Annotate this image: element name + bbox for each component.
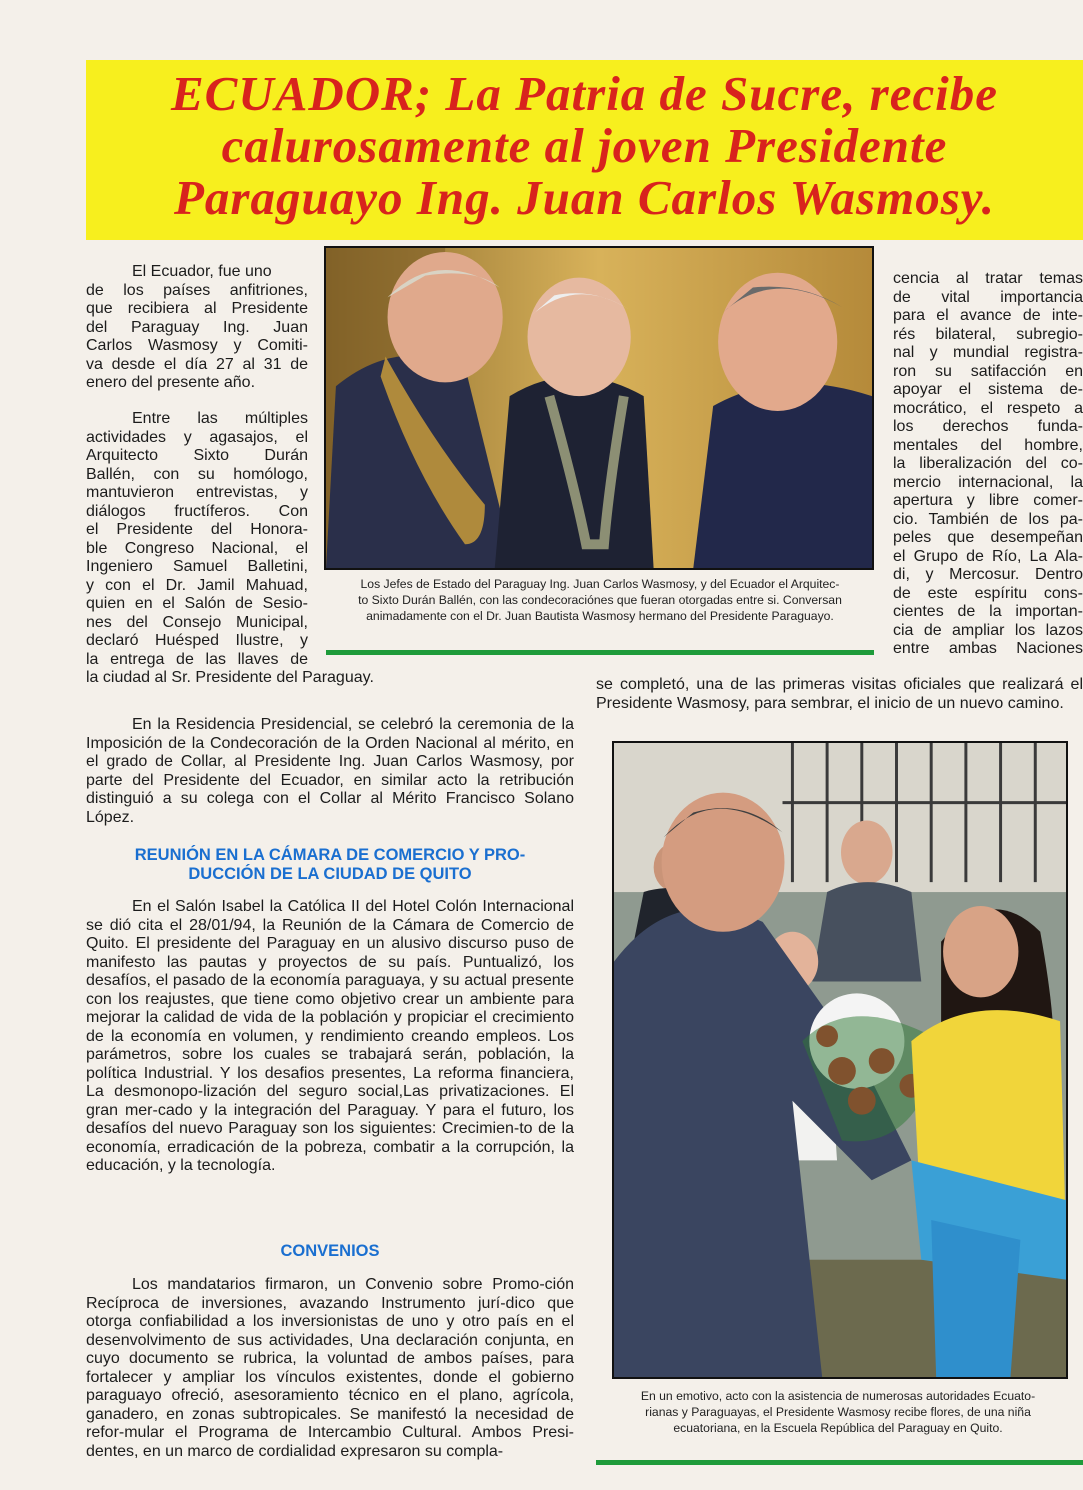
photo-flowers (612, 741, 1068, 1379)
section-heading-chamber-line-2: DUCCIÓN DE LA CIUDAD DE QUITO (188, 865, 472, 883)
caption-flowers-line-1: En un emotivo, acto con la asistencia de numerosas autoridades Ecuato- (640, 1389, 1036, 1403)
right-line: nal y mundial registra- (893, 344, 1083, 361)
caption-presidents (300, 576, 900, 624)
activities-line: mantuvieron entrevistas, y (86, 484, 308, 501)
section-heading-chamber-line-1: REUNIÓN EN LA CÁMARA DE COMERCIO Y PRO- (134, 846, 526, 864)
right-line: rés bilateral, subregio- (893, 325, 1083, 343)
right-column (893, 270, 1083, 659)
right-line: entre ambas Naciones (893, 640, 1083, 657)
activities-line: declaró Huésped Ilustre, y (86, 632, 308, 649)
right-line: la liberalización del co- (893, 455, 1083, 472)
intro-line: va desde el día 27 al 31 de (86, 355, 308, 373)
caption-presidents-line-1: Los Jefes de Estado del Paraguay Ing. Juan Carlos Wasmosy, y del Ecuador el Arquitec- (360, 577, 840, 591)
activities-paragraph (86, 410, 374, 688)
activities-line: la entrega de las llaves de (86, 650, 308, 668)
right-line: mentales del hombre, (893, 436, 1083, 454)
right-line: de este espíritu cons- (893, 584, 1083, 602)
photo-presidents (324, 246, 874, 570)
right-line: mocrático, el respeto a (893, 399, 1083, 417)
photo-presidents-image (326, 248, 872, 568)
intro-paragraph (86, 263, 308, 393)
right-line: cientes de la importan- (893, 603, 1083, 620)
caption-flowers (600, 1388, 1076, 1436)
activities-line: y con el Dr. Jamil Mahuad, (86, 576, 308, 594)
chamber-paragraph: En el Salón Isabel la Católica II del Hotel Colón Internacional se dió cita el 28/01/94, la Reunión de la Cámara de Comercio de Quito. El presidente del Paraguay en un alusivo discurso puso de manifesto las pautas y proyectos de su país. Puntualizó, los desafíos, el pasado de la economía paraguaya, y su actual presente con los reajustes, que tiene como objetivo crear un ambiente para mejorar la calidad de vida de la población y propiciar el crecimiento de la economía en volumen, y rendimiento creando empleos. Los parámetros, sobre los cuales se trabajará serán, población, la política Industrial. Y los desafios presentes, La reforma financiera, La desmonopo-lización del seguro social,Las privatizaciones. El gran mer-cado y la integración del Paraguay. Y para el futuro, los desafíos del nuevo Paraguay son los siguientes: Crecimien-to de la economía, erradicación de la pobreza, combatir a la corrupción, la educación, y la tecnología. (86, 898, 574, 1174)
caption-presidents-line-2: to Sixto Durán Ballén, con las condecoraciónes que fueran otorgadas entre si. Conversan (358, 593, 842, 607)
caption-flowers-line-2: rianas y Paraguayas, el Presidente Wasmosy recibe flores, de una niña (645, 1405, 1031, 1419)
intro-line: El Ecuador, fue uno (132, 263, 272, 280)
residence-paragraph: En la Residencia Presidencial, se celebró la ceremonia de la Imposición de la Condecoración de la Orden Nacional al mérito, en el grado de Collar, al Presidente Ing. Juan Carlos Wasmosy, por parte del Presidente del Ecuador, en similar acto la retribución distinguió a su colega con el Collar al Mérito Francisco Solano López. (86, 716, 574, 826)
convenios-paragraph: Los mandatarios firmaron, un Convenio sobre Promo-ción Recíproca de inversiones, avazando Instrumento jurí-dico que otorga confiabilidad a los inversionistas de uno y otro país en el desenvolvimento de sus actividades, Una declaración conjunta, en cuyo documento se rubrica, la voluntad de ambos países, para fortalecer y ampliar los vínculos existentes, donde el gobierno paraguayo ofreció, asesoramiento técnico en el plano, agrícola, ganadero, en zonas subtropicales. Se manifestó la necesidad de refor-mular el Programa de Intercambio Cultural. Ambos Presi-dentes, en un marco de cordialidad expresaron su compla- (86, 1276, 574, 1460)
right-line: peles que desempeñan (893, 529, 1083, 546)
right-line: cia de ampliar los lazos (893, 621, 1083, 639)
activities-line: nes del Consejo Municipal, (86, 613, 308, 631)
activities-line: Ballén, con su homólogo, (86, 465, 308, 483)
intro-line: que recibiera al Presidente (86, 300, 308, 317)
section-heading-chamber (86, 846, 574, 884)
activities-line: Entre las múltiples (132, 410, 308, 427)
headline-line-1: ECUADOR; La Patria de Sucre, recibe (170, 66, 999, 121)
right-line: ron su satifacción en (893, 362, 1083, 380)
photo-flowers-image (614, 743, 1066, 1377)
intro-line: del Paraguay Ing. Juan (86, 318, 308, 336)
intro-line: enero del presente año. (86, 374, 256, 391)
activities-line: quien en el Salón de Sesio- (86, 595, 308, 612)
right-line: di, y Mercosur. Dentro (893, 566, 1083, 583)
right-line: apoyar el sistema de- (893, 381, 1083, 398)
activities-line: ble Congreso Nacional, el (86, 539, 308, 557)
activities-line: Ingeniero Samuel Balletini, (86, 558, 308, 575)
caption-presidents-line-3: animadamente con el Dr. Juan Bautista Wasmosy hermano del Presidente Paraguayo. (366, 609, 834, 623)
right-line: cencia al tratar temas (893, 270, 1083, 287)
continuation-paragraph: se completó, una de las primeras visitas oficiales que realizará el Presidente Wasmosy, para sembrar, el inicio de un nuevo camino. (596, 676, 1083, 712)
activities-line: actividades y agasajos, el (86, 428, 308, 446)
headline-line-2: calurosamente al joven Presidente (221, 118, 948, 173)
activities-line: el Presidente del Honora- (86, 521, 308, 538)
right-line: apertura y libre comer- (893, 492, 1083, 509)
activities-line: la ciudad al Sr. Presidente del Paraguay. (86, 669, 374, 686)
right-line: de vital importancia (893, 288, 1083, 306)
intro-line: de los países anfitriones, (86, 281, 308, 299)
headline-line-3: Paraguayo Ing. Juan Carlos Wasmosy. (174, 170, 995, 225)
right-line: mercio internacional, la (893, 473, 1083, 491)
right-line: para el avance de inte- (893, 307, 1083, 324)
green-rule-top (326, 650, 874, 655)
headline (86, 68, 1083, 224)
activities-line: Arquitecto Sixto Durán (86, 447, 308, 464)
intro-line: Carlos Wasmosy y Comiti- (86, 337, 308, 354)
activities-line: diálogos fructíferos. Con (86, 502, 308, 520)
right-line: los derechos funda- (893, 418, 1083, 435)
right-line: el Grupo de Río, La Ala- (893, 547, 1083, 565)
section-heading-convenios: CONVENIOS (280, 1242, 380, 1260)
caption-flowers-line-3: ecuatoriana, en la Escuela República del Paraguay en Quito. (673, 1421, 1003, 1435)
right-line: cio. También de los pa- (893, 510, 1083, 528)
green-rule-bottom (596, 1460, 1083, 1465)
